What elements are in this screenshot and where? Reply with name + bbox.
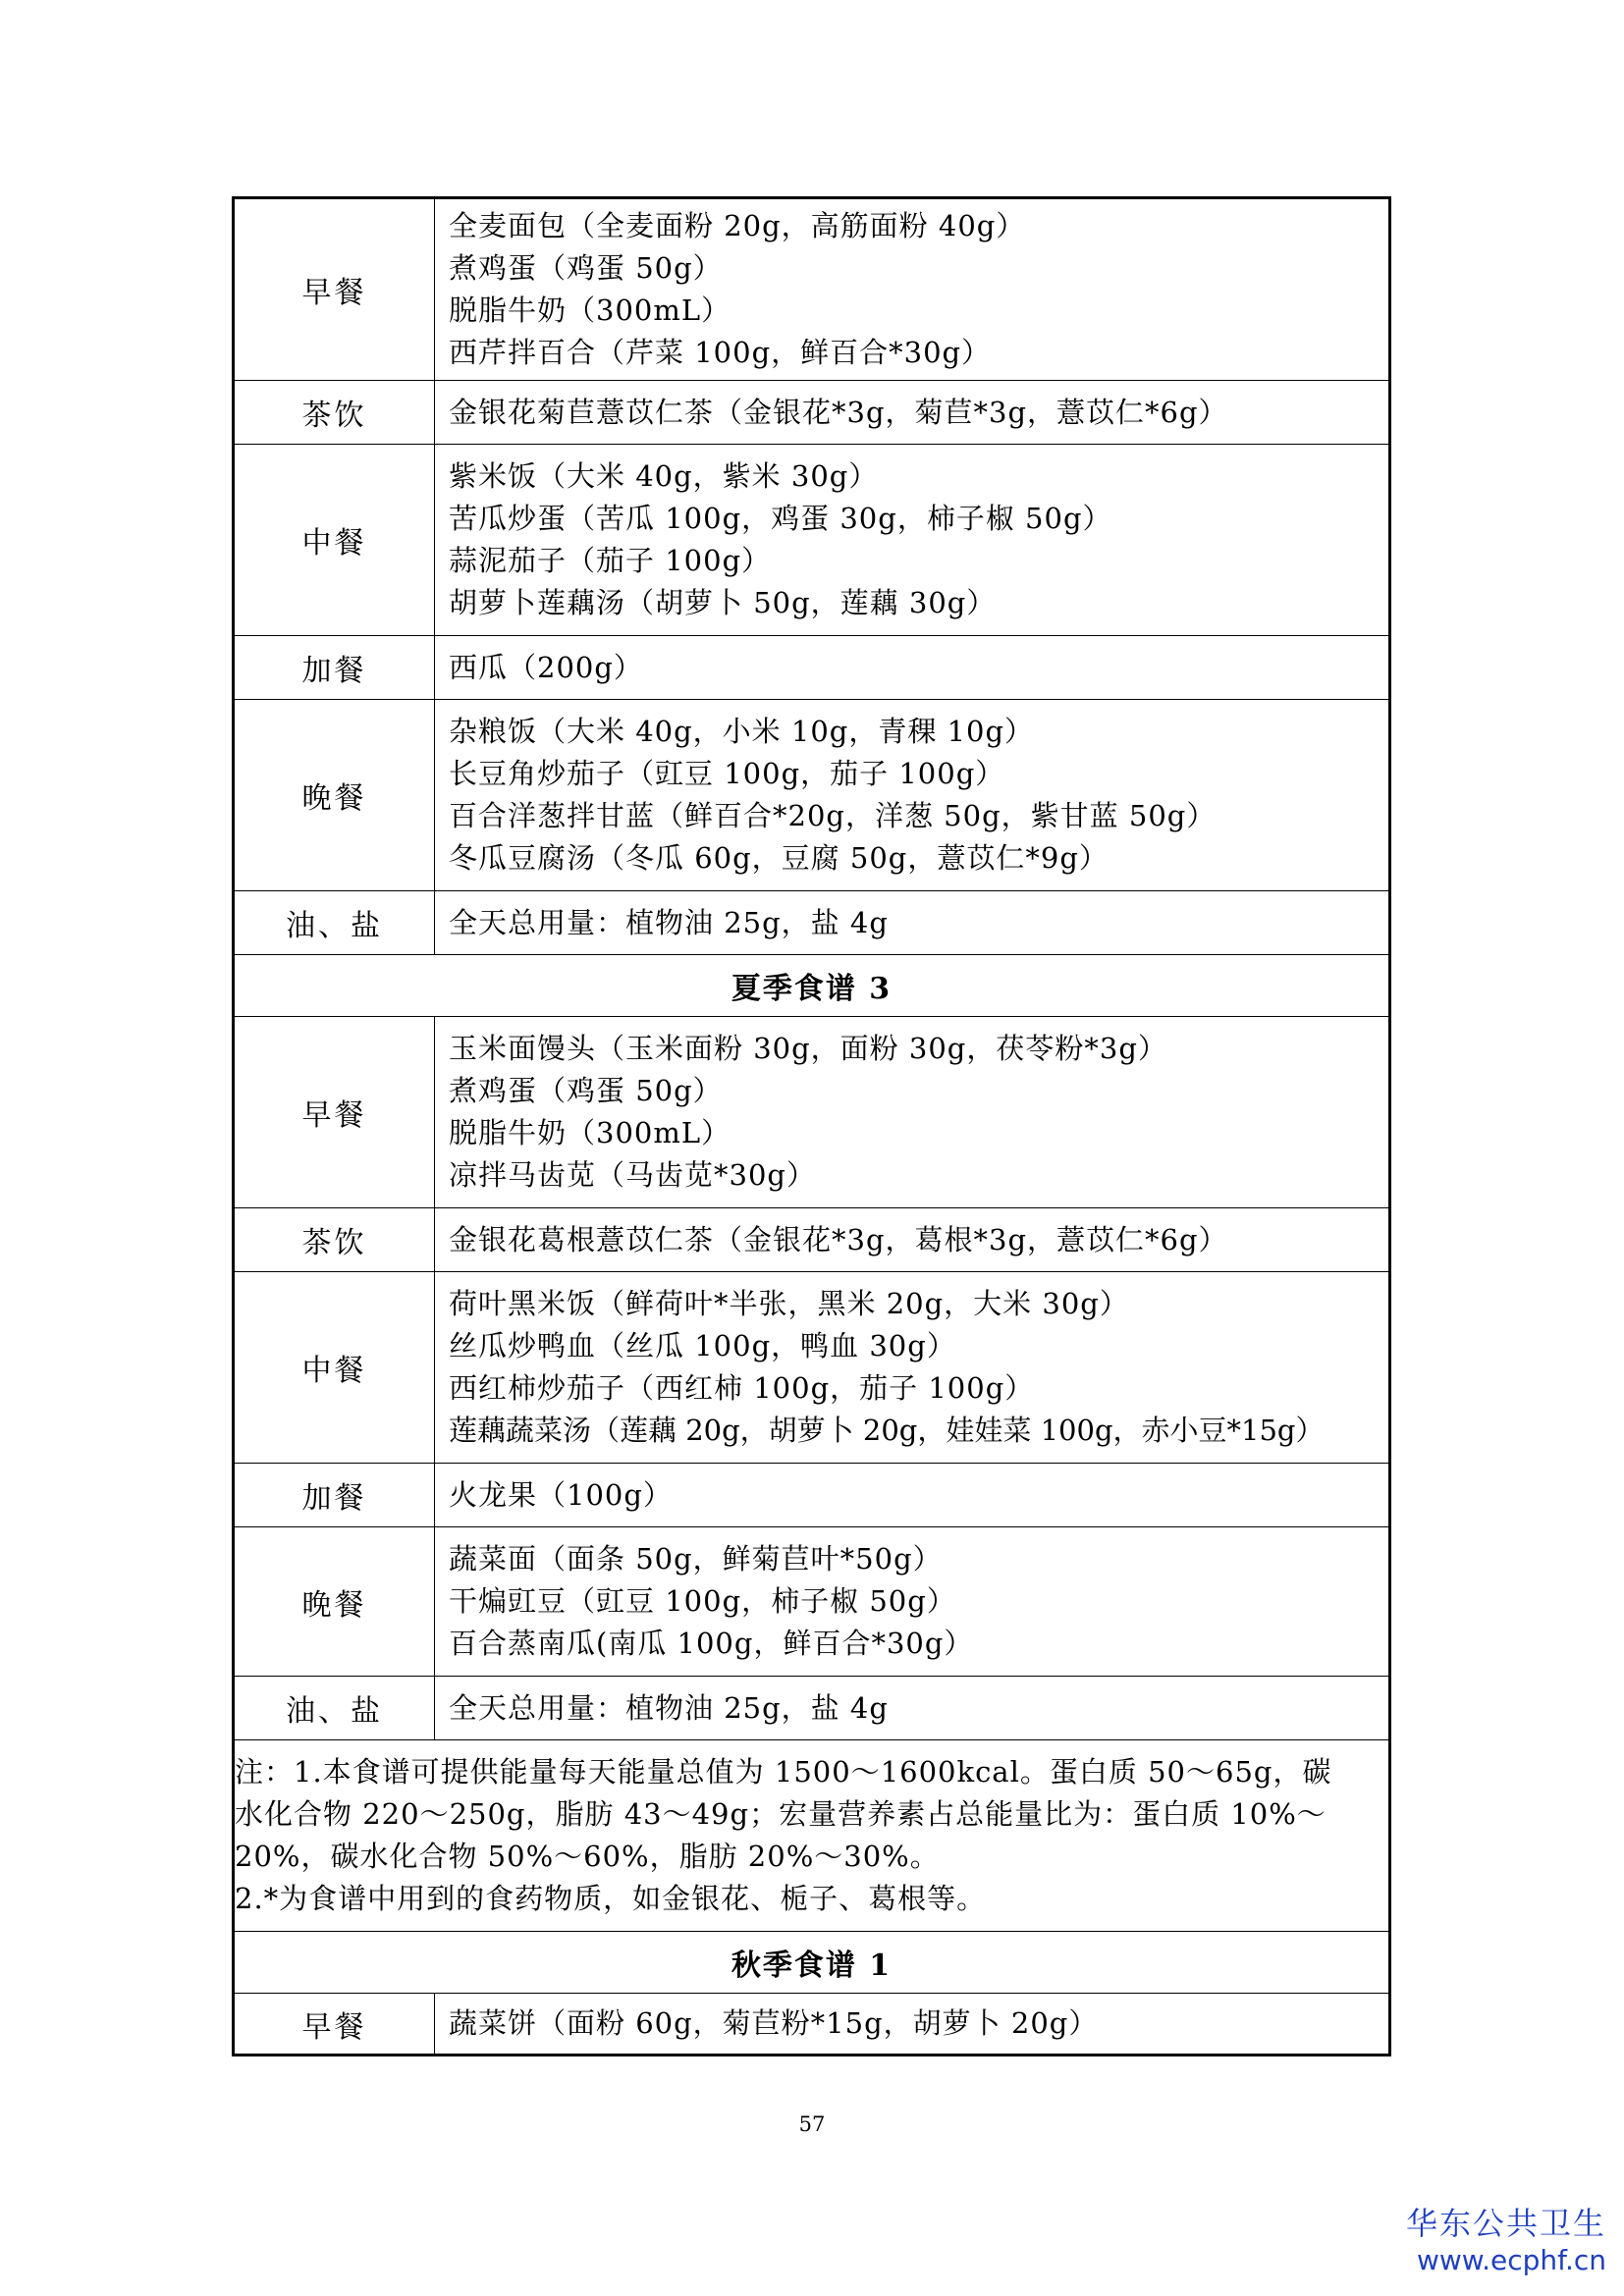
note-line: 2.*为食谱中用到的食药物质，如金银花、栀子、葛根等。 <box>235 1882 987 1915</box>
menu-item: 火龙果（100g） <box>449 1477 673 1512</box>
meal-row-breakfast <box>234 198 1390 381</box>
menu-item: 杂粮饭（大米 40g，小米 10g，青稞 10g） <box>449 715 1035 748</box>
meal-content <box>435 445 1390 636</box>
meal-label: 晚餐 <box>234 700 435 891</box>
menu-item: 西芹拌百合（芹菜 100g，鲜百合*30g） <box>449 336 992 369</box>
menu-item: 百合洋葱拌甘蓝（鲜百合*20g，洋葱 50g，紫甘蓝 50g） <box>449 799 1217 832</box>
meal-content <box>435 1677 1390 1740</box>
meal-row-snack <box>234 1464 1390 1527</box>
meal-label: 加餐 <box>234 636 435 700</box>
note-line: 20%，碳水化合物 50%～60%，脂肪 20%～30%。 <box>235 1840 940 1873</box>
meal-label: 油、盐 <box>234 891 435 955</box>
menu-item: 煮鸡蛋（鸡蛋 50g） <box>449 251 723 285</box>
menu-item: 西瓜（200g） <box>449 650 643 684</box>
menu-item: 西红柿炒茄子（西红柿 100g，茄子 100g） <box>449 1371 1035 1405</box>
meal-row-breakfast <box>234 1017 1390 1208</box>
section-title: 夏季食谱 3 <box>234 955 1390 1017</box>
note-row <box>234 1740 1390 1932</box>
meal-content <box>435 1272 1390 1464</box>
meal-label: 早餐 <box>234 1017 435 1208</box>
menu-item: 苦瓜炒蛋（苦瓜 100g，鸡蛋 30g，柿子椒 50g） <box>449 502 1112 535</box>
meal-content <box>435 891 1390 955</box>
meal-label: 茶饮 <box>234 1208 435 1272</box>
meal-label: 早餐 <box>234 198 435 381</box>
menu-item: 蔬菜饼（面粉 60g，菊苣粉*15g，胡萝卜 20g） <box>449 2006 1099 2040</box>
menu-item: 脱脂牛奶（300mL） <box>449 1116 731 1149</box>
menu-item: 胡萝卜莲藕汤（胡萝卜 50g，莲藕 30g） <box>449 586 997 619</box>
meal-label: 中餐 <box>234 1272 435 1464</box>
meal-content <box>435 1994 1390 2056</box>
note-line: 注：1.本食谱可提供能量每天能量总值为 1500～1600kcal。蛋白质 50～65g，碳 <box>235 1755 1332 1789</box>
menu-item: 蔬菜面（面条 50g，鲜菊苣叶*50g） <box>449 1542 943 1575</box>
meal-label: 加餐 <box>234 1464 435 1527</box>
watermark-name: 华东公共卫生 <box>1405 2205 1606 2242</box>
menu-item: 玉米面馒头（玉米面粉 30g，面粉 30g，茯苓粉*3g） <box>449 1032 1167 1065</box>
meal-row-tea <box>234 1208 1390 1272</box>
page-number: 57 <box>798 2112 826 2136</box>
meal-content <box>435 1208 1390 1272</box>
menu-item: 金银花菊苣薏苡仁茶（金银花*3g，菊苣*3g，薏苡仁*6g） <box>449 395 1228 429</box>
note-line: 水化合物 220～250g，脂肪 43～49g；宏量营养素占总能量比为：蛋白质 10%～ <box>235 1797 1326 1831</box>
meal-content <box>435 700 1390 891</box>
menu-item: 煮鸡蛋（鸡蛋 50g） <box>449 1074 723 1107</box>
menu-item: 长豆角炒茄子（豇豆 100g，茄子 100g） <box>449 757 1005 790</box>
meal-label: 油、盐 <box>234 1677 435 1740</box>
section-header-row <box>234 1932 1390 1994</box>
menu-item: 紫米饭（大米 40g，紫米 30g） <box>449 459 879 493</box>
menu-item: 全天总用量：植物油 25g，盐 4g <box>449 1690 889 1725</box>
menu-item: 莲藕蔬菜汤（莲藕 20g，胡萝卜 20g，娃娃菜 100g，赤小豆*15g） <box>449 1414 1325 1447</box>
meal-row-lunch <box>234 1272 1390 1464</box>
meal-label: 晚餐 <box>234 1527 435 1677</box>
meal-row-oil-salt <box>234 891 1390 955</box>
section-header-row <box>234 955 1390 1017</box>
menu-item: 荷叶黑米饭（鲜荷叶*半张，黑米 20g，大米 30g） <box>449 1287 1129 1320</box>
meal-label: 中餐 <box>234 445 435 636</box>
meal-content <box>435 1527 1390 1677</box>
meal-row-snack <box>234 636 1390 700</box>
meal-content <box>435 1464 1390 1527</box>
menu-item: 脱脂牛奶（300mL） <box>449 294 731 327</box>
meal-content <box>435 198 1390 381</box>
menu-table-body <box>234 198 1390 2056</box>
menu-item: 冬瓜豆腐汤（冬瓜 60g，豆腐 50g，薏苡仁*9g） <box>449 841 1109 875</box>
meal-label: 茶饮 <box>234 381 435 445</box>
section-title: 秋季食谱 1 <box>234 1932 1390 1994</box>
meal-content <box>435 1017 1390 1208</box>
meal-row-dinner <box>234 1527 1390 1677</box>
menu-item: 金银花葛根薏苡仁茶（金银花*3g，葛根*3g，薏苡仁*6g） <box>449 1222 1228 1256</box>
watermark <box>1406 2204 1606 2278</box>
meal-content <box>435 636 1390 700</box>
menu-item: 全麦面包（全麦面粉 20g，高筋面粉 40g） <box>449 209 1026 242</box>
menu-table <box>232 196 1391 2056</box>
menu-item: 百合蒸南瓜(南瓜 100g，鲜百合*30g） <box>449 1627 974 1660</box>
menu-item: 凉拌马齿苋（马齿苋*30g） <box>449 1158 816 1192</box>
meal-label: 早餐 <box>234 1994 435 2056</box>
meal-row-breakfast <box>234 1994 1390 2056</box>
meal-content <box>435 381 1390 445</box>
menu-item: 全天总用量：植物油 25g，盐 4g <box>449 905 889 939</box>
note-text <box>234 1740 1390 1932</box>
meal-row-dinner <box>234 700 1390 891</box>
meal-row-lunch <box>234 445 1390 636</box>
meal-row-oil-salt <box>234 1677 1390 1740</box>
menu-item: 干煸豇豆（豇豆 100g，柿子椒 50g） <box>449 1584 956 1618</box>
menu-item: 丝瓜炒鸭血（丝瓜 100g，鸭血 30g） <box>449 1329 956 1362</box>
menu-item: 蒜泥茄子（茄子 100g） <box>449 544 772 577</box>
meal-row-tea <box>234 381 1390 445</box>
watermark-url[interactable]: www.ecphf.cn <box>1416 2244 1606 2276</box>
